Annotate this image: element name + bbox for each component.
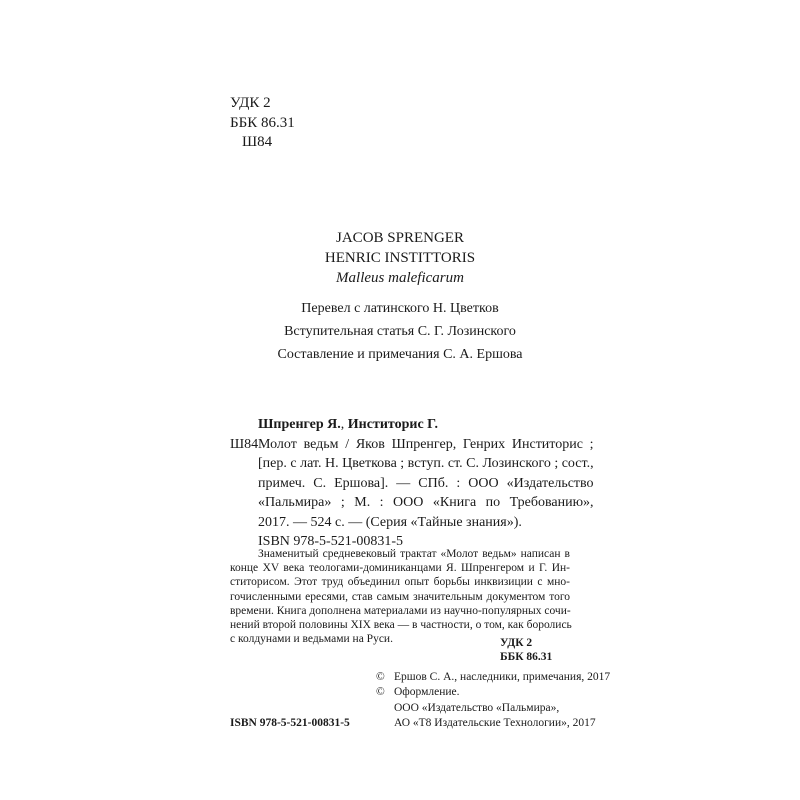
codes-right [500,636,570,664]
bbk-code: ББК 86.31 [230,114,295,131]
annotation-line: конце XV века теологами-доминиканцами Я. Шпренгером и Г. Ин- [230,562,570,575]
annotation [230,547,570,646]
credit-translator: Перевел с латинского Н. Цветков [301,301,499,316]
author-1: JACOB SPRENGER [336,230,464,246]
entry-code: Ш84 [230,436,259,452]
entry-description [258,435,594,533]
credits [230,297,570,366]
entry-author-1: Шпренгер Я. [258,417,341,432]
annotation-line: с колдунами и ведьмами на Руси. [230,633,393,646]
isbn-bottom: ISBN 978-5-521-00831-5 [230,717,350,729]
entry-isbn: ISBN 978-5-521-00831-5 [258,534,404,549]
entry-line: «Пальмира» ; М. : ООО «Книга по Требованию», [258,495,594,510]
copyright-line: Ершов С. А., наследники, примечания, 2017 [394,671,611,683]
entry-line: Молот ведьм / Яков Шпренгер, Генрих Инститорис ; [258,436,594,452]
copyright-symbol: © [376,671,385,683]
copyright-block [376,670,610,731]
catalog-entry [230,415,594,552]
annotation-line: ститорисом. Этот труд объединил опыт борьбы инквизиции с мно- [230,576,570,589]
entry-line: примеч. С. Ершова]. — СПб. : ООО «Издательство [258,475,594,491]
title-block [230,228,570,288]
author-mark: Ш84 [242,134,273,150]
annotation-line: времени. Книга дополнена материалами из научно-популярных сочи- [230,604,571,617]
entry-heading [230,415,570,435]
author-2: HENRIC INSTITTORIS [324,250,476,266]
annotation-line: нений второй половины XIX века — в частности, о том, как боролись [230,619,572,632]
copyright-symbol [376,716,394,731]
classification-codes [230,94,295,153]
bbk-code-right: ББК 86.31 [500,651,553,663]
udk-code-right: УДК 2 [500,637,533,649]
copyright-line: АО «Т8 Издательские Технологии», 2017 [394,716,596,729]
copyright-line: Оформление. [394,686,460,699]
annotation-line: Знаменитый средневековый трактат «Молот ведьм» написан в [258,548,570,560]
entry-heading-separator: , [340,417,348,432]
entry-line: 2017. — 524 с. — (Серия «Тайные знания»). [258,514,522,530]
entry-line: [пер. с лат. Н. Цветкова ; вступ. ст. С. Лозинского ; сост., [258,456,594,471]
copyright-line: ООО «Издательство «Пальмира», [394,701,560,714]
udk-code: УДК 2 [230,95,271,111]
entry-author-2: Инститорис Г. [347,417,438,432]
original-title: Malleus maleficarum [336,270,464,286]
credit-intro: Вступительная статья С. Г. Лозинского [284,324,516,339]
copyright-symbol: © [376,686,385,699]
credit-compiler: Составление и примечания С. А. Ершова [277,347,523,362]
copyright-symbol [376,701,394,716]
annotation-line: гочисленными ересями, став самым значительным документом того [230,590,570,603]
